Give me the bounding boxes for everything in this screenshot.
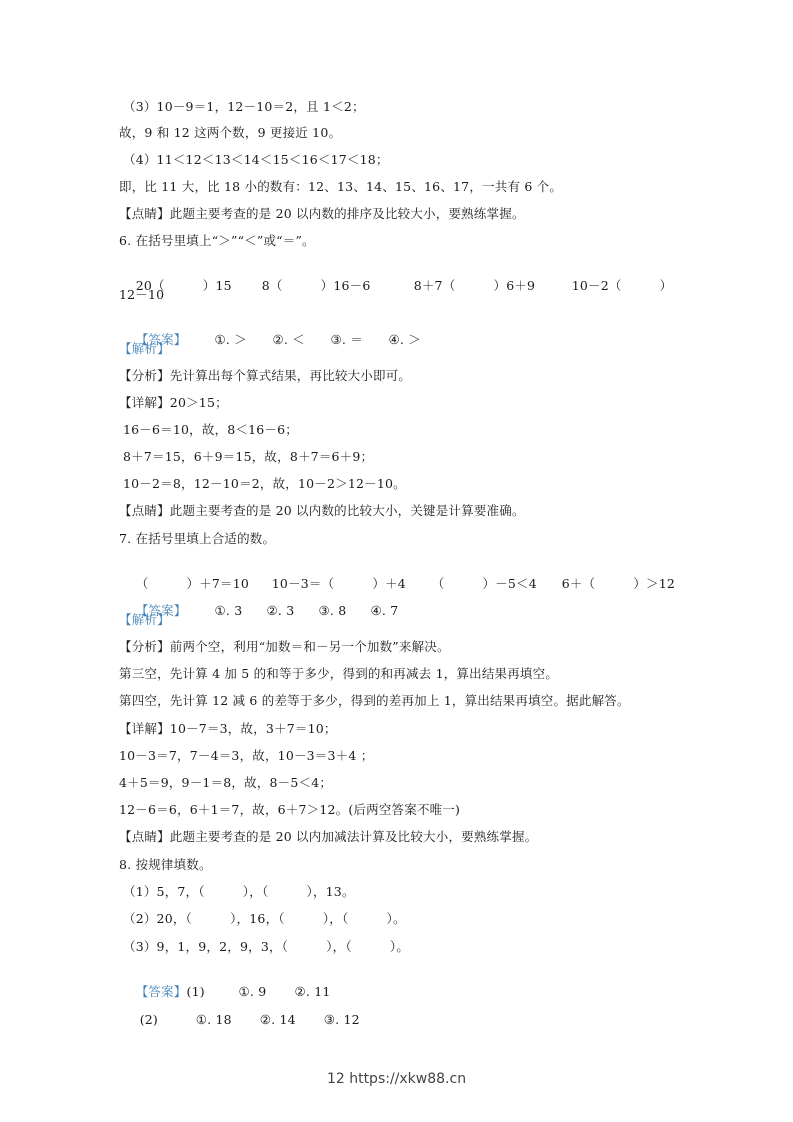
answer-label: 【答案】 [135, 332, 187, 347]
q7-step: 4＋5＝9，9－1＝8，故，8－5＜4； [119, 775, 333, 790]
text-line: （3）10－9＝1，12－10＝2，且 1＜2； [123, 99, 365, 114]
q6-step: 8＋7＝15，6＋9＝15，故，8＋7＝6＋9； [123, 449, 374, 464]
text-line: 故，9 和 12 这两个数，9 更接近 10。 [119, 125, 342, 140]
q6-answer-3: ③. ＝ [330, 332, 363, 347]
q6-item-3: 8＋7（ ）6＋9 [413, 278, 536, 293]
question-6-items [119, 259, 672, 313]
q8-answer-2-2: ②. 14 [259, 1012, 296, 1027]
q6-fenxi: 【分析】先计算出每个算式结果，再比较大小即可。 [119, 368, 412, 383]
q7-fenxi-2: 第三空，先计算 4 加 5 的和等于多少，得到的和再减去 1，算出结果再填空。 [119, 666, 559, 681]
q6-step: 16－6＝10，故，8＜16－6； [123, 422, 298, 437]
q6-dianjing: 【点睛】此题主要考查的是 20 以内数的比较大小，关键是计算要准确。 [119, 503, 525, 518]
q7-answer-3: ③. 8 [318, 603, 347, 618]
analysis-label: 【解析】 [119, 341, 170, 356]
q8-answer-2-3: ③. 12 [323, 1012, 360, 1027]
text-line: 即，比 11 大，比 18 小的数有：12、13、14、15、16、17，一共有 6 个。 [119, 179, 563, 194]
q6-item-4: 10－2（ ） [571, 278, 673, 293]
q7-dianjing: 【点睛】此题主要考查的是 20 以内加减法计算及比较大小，要熟练掌握。 [119, 829, 538, 844]
q6-item-2: 8（ ）16－6 [261, 278, 371, 293]
question-8-title: 8. 按规律填数。 [119, 857, 212, 872]
q7-item-4: 6＋（ ）＞12 [561, 576, 676, 591]
q7-xiangjie: 【详解】10－7＝3，故，3＋7＝10； [119, 721, 337, 736]
q8-item-2: （2）20，（ ），16，（ ），（ ）。 [123, 911, 406, 926]
analysis-label: 【解析】 [119, 612, 170, 627]
answer-label: 【答案】 [135, 603, 187, 618]
q8-item-3: （3）9，1，9，2，9，3，（ ），（ ）。 [123, 939, 410, 954]
q7-item-1: （ ）＋7＝10 [135, 576, 250, 591]
question-6-title: 6. 在括号里填上“＞”“＜”或“＝”。 [119, 233, 315, 248]
q8-answer-2-1: ①. 18 [195, 1012, 232, 1027]
q6-item-1: 20（ ）15 [135, 278, 232, 293]
q6-item-4-wrap: 12－10 [119, 287, 165, 302]
q6-answer-2: ②. ＜ [272, 332, 305, 347]
q7-step: 10－3＝7，7－4＝3，故，10－3＝3＋4 ； [119, 748, 374, 763]
q6-xiangjie: 【详解】20＞15； [119, 395, 228, 410]
q7-fenxi-3: 第四空，先计算 12 减 6 的差等于多少，得到的差再加上 1，算出结果再填空。据此解答。 [119, 693, 630, 708]
dianjing-note: 【点睛】此题主要考查的是 20 以内数的排序及比较大小，要熟练掌握。 [119, 206, 525, 221]
q6-step: 10－2＝8，12－10＝2，故，10－2＞12－10。 [123, 476, 406, 491]
q7-item-2: 10－3＝（ ）＋4 [271, 576, 406, 591]
q8-answer-1-2: ②. 11 [294, 984, 331, 999]
q8-answer-row-2 [123, 993, 360, 1047]
q7-answer-2: ②. 3 [266, 603, 295, 618]
text-line: （4）11＜12＜13＜14＜15＜16＜17＜18； [123, 152, 389, 167]
q7-item-3: （ ）－5＜4 [431, 576, 537, 591]
q7-step: 12－6＝6，6＋1＝7，故，6＋7＞12。(后两空答案不唯一) [119, 802, 461, 817]
q6-answer-4: ④. ＞ [388, 332, 421, 347]
answer-label: 【答案】 [135, 984, 187, 999]
q8-item-1: （1）5，7，（ ），（ ），13。 [123, 884, 355, 899]
q6-answer-1: ①. ＞ [214, 332, 247, 347]
page-footer: 12 https://xkw88.cn [326, 1071, 467, 1087]
q8-answer-1-1: ①. 9 [238, 984, 267, 999]
q7-fenxi: 【分析】前两个空，利用“加数＝和－另一个加数”来解决。 [119, 639, 450, 654]
q7-answer-4: ④. 7 [370, 603, 399, 618]
q7-answer-1: ①. 3 [214, 603, 243, 618]
question-7-title: 7. 在括号里填上合适的数。 [119, 531, 276, 546]
q8-answer-prefix-1: (1) [186, 984, 205, 999]
q8-answer-prefix-2: (2) [139, 1012, 159, 1027]
